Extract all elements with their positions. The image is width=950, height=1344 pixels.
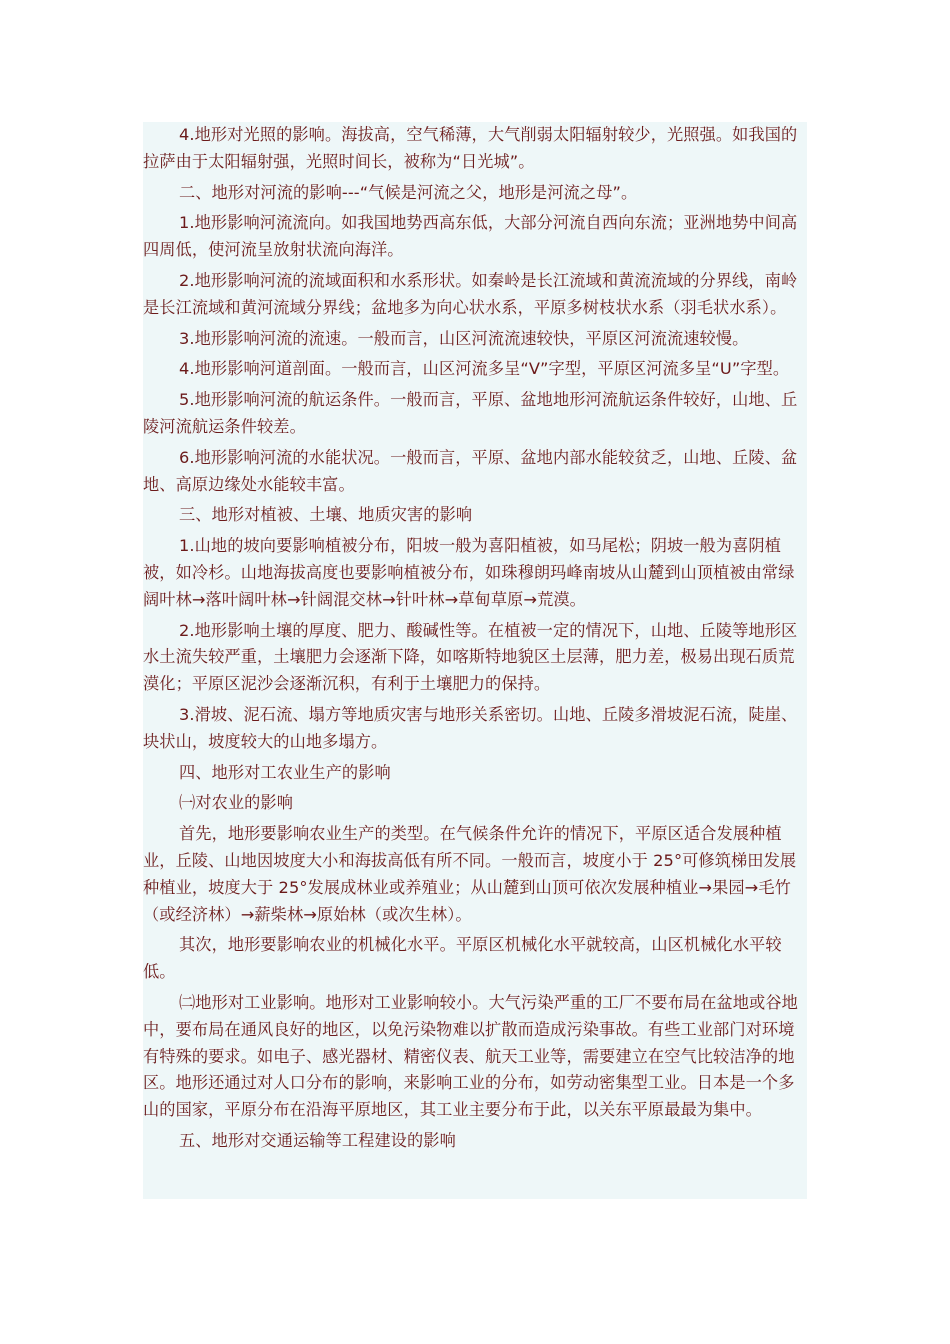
document-text-block (143, 122, 807, 1199)
paragraph: 1.山地的坡向要影响植被分布，阳坡一般为喜阳植被，如马尾松；阴坡一般为喜阴植被，如冷杉。山地海拔高度也要影响植被分布，如珠穆朗玛峰南坡从山麓到山顶植被由常绿阔叶林→落叶阔叶林→针阔混交林→针叶林→草甸草原→荒漠。 (143, 536, 795, 609)
paragraph: 5.地形影响河流的航运条件。一般而言，平原、盆地地形河流航运条件较好，山地、丘陵河流航运条件较差。 (143, 390, 798, 436)
section-heading: 五、地形对交通运输等工程建设的影响 (179, 1130, 456, 1150)
section-heading: 四、地形对工农业生产的影响 (179, 762, 391, 782)
paragraph: ㈡地形对工业影响。地形对工业影响较小。大气污染严重的工厂不要布局在盆地或谷地中，要布局在通风良好的地区，以免污染物难以扩散而造成污染事故。有些工业部门对环境有特殊的要求。如电子、感光器材、精密仪表、航天工业等，需要建立在空气比较洁净的地区。地形还通过对人口分布的影响，来影响工业的分布，如劳动密集型工业。日本是一个多山的国家，平原分布在沿海平原地区，其工业主要分布于此，以关东平原最最为集中。 (143, 992, 798, 1120)
paragraph: 1.地形影响河流流向。如我国地势西高东低，大部分河流自西向东流；亚洲地势中间高四周低，使河流呈放射状流向海洋。 (143, 213, 798, 260)
paragraph: 2.地形影响河流的流域面积和水系形状。如秦岭是长江流域和黄流流域的分界线，南岭是长江流域和黄河流域分界线；盆地多为向心状水系，平原多树枝状水系（羽毛状水系）。 (143, 270, 798, 317)
paragraph: 3.滑坡、泥石流、塌方等地质灾害与地形关系密切。山地、丘陵多滑坡泥石流，陡崖、块状山，坡度较大的山地多塌方。 (143, 704, 798, 751)
section-heading: 三、地形对植被、土壤、地质灾害的影响 (179, 505, 473, 525)
subsection-heading: ㈠对农业的影响 (179, 793, 294, 813)
paragraph: 3.地形影响河流的流速。一般而言，山区河流流速较快，平原区河流流速较慢。 (179, 328, 749, 348)
paragraph: 6.地形影响河流的水能状况。一般而言，平原、盆地内部水能较贫乏，山地、丘陵、盆地、高原边缘处水能较丰富。 (143, 447, 798, 494)
paragraph: 2.地形影响土壤的厚度、肥力、酸碱性等。在植被一定的情况下，山地、丘陵等地形区水土流失较严重，土壤肥力会逐渐下降，如喀斯特地貌区土层薄，肥力差，极易出现石质荒漠化；平原区泥沙会逐渐沉积，有利于土壤肥力的保持。 (143, 620, 798, 694)
paragraph: 4.地形对光照的影响。海拔高，空气稀薄，大气削弱太阳辐射较少，光照强。如我国的拉萨由于太阳辐射强，光照时间长，被称为“日光城”。 (143, 125, 798, 171)
paragraph: 4.地形影响河道剖面。一般而言，山区河流多呈“V”字型，平原区河流多呈“U”字型。 (179, 359, 790, 379)
section-heading: 二、地形对河流的影响---“气候是河流之父，地形是河流之母”。 (179, 182, 638, 202)
paragraph: 首先，地形要影响农业生产的类型。在气候条件允许的情况下，平原区适合发展种植业，丘陵、山地因坡度大小和海拔高低有所不同。一般而言，坡度小于 25°可修筑梯田发展种植业，坡度大于 25°发展成林业或养殖业；从山麓到山顶可依次发展种植业→果园→毛竹（或经济林）→薪柴林→原始林（或次生林）。 (143, 824, 797, 924)
paragraph: 其次，地形要影响农业的机械化水平。平原区机械化水平就较高，山区机械化水平较低。 (143, 935, 782, 982)
